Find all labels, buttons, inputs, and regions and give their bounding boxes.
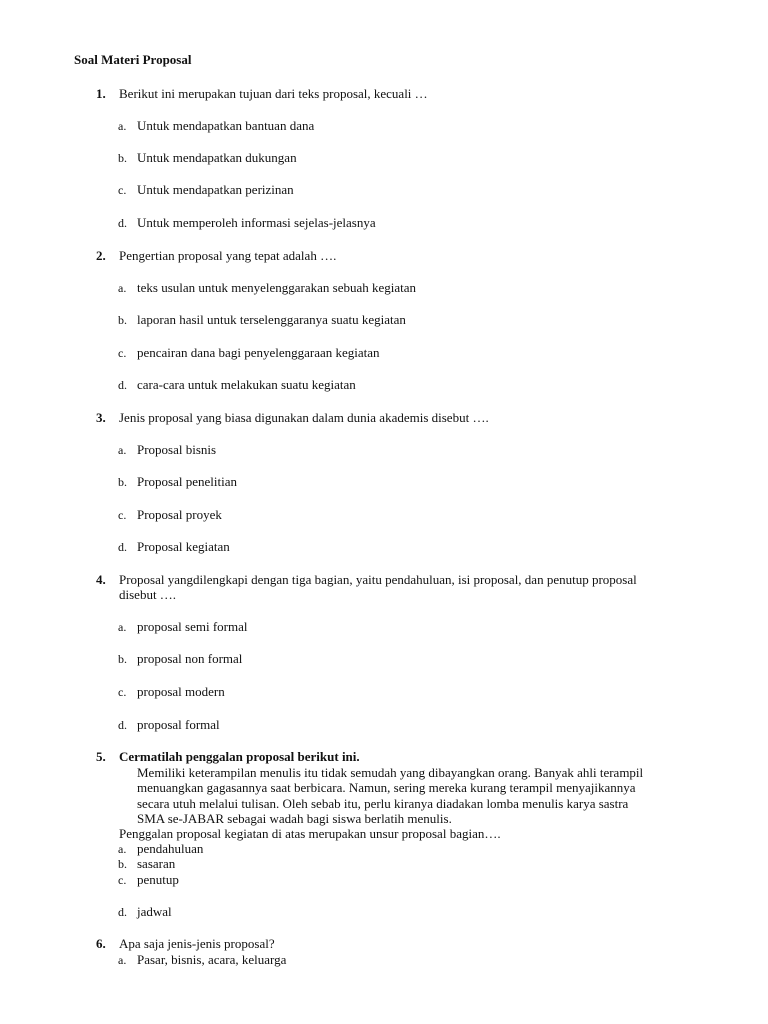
question-4-option-d-letter: d. xyxy=(118,718,127,732)
document-title: Soal Materi Proposal xyxy=(74,52,192,67)
question-4-option-a-letter: a. xyxy=(118,620,127,634)
question-5-passage: Memiliki keterampilan menulis itu tidak semudah yang dibayangkan orang. Banyak ahli terampil menuangkan gagasannya saat berbicara. Namun, sering mereka kurang terampil menyajikannya secara utuh melalui tulisan. Oleh sebab itu, perlu kiranya diadakan lomba menulis karya sastra SMA se-JABAR sebagai wadah bagi siswa berlatih menulis. xyxy=(137,765,644,827)
question-3-option-c-text: Proposal proyek xyxy=(137,507,222,522)
question-3-option-d-letter: d. xyxy=(118,540,127,554)
question-6-number: 6. xyxy=(96,936,106,951)
question-1-option-c-letter: c. xyxy=(118,183,127,197)
question-2-option-b-text: laporan hasil untuk terselenggaranya suatu kegiatan xyxy=(137,312,406,327)
question-5-option-c-text: penutup xyxy=(137,872,179,887)
question-2-text: Pengertian proposal yang tepat adalah …. xyxy=(119,248,337,263)
question-1-option-b-text: Untuk mendapatkan dukungan xyxy=(137,150,297,165)
question-4-option-d-text: proposal formal xyxy=(137,717,220,732)
question-5-option-d-text: jadwal xyxy=(137,904,172,919)
question-1-option-c-text: Untuk mendapatkan perizinan xyxy=(137,182,294,197)
question-4-option-a-text: proposal semi formal xyxy=(137,619,248,634)
question-5-option-d-letter: d. xyxy=(118,905,127,919)
question-3-text: Jenis proposal yang biasa digunakan dalam dunia akademis disebut …. xyxy=(119,410,489,425)
question-5-number: 5. xyxy=(96,749,106,764)
question-1-option-a-letter: a. xyxy=(118,119,127,133)
question-2-option-d-text: cara-cara untuk melakukan suatu kegiatan xyxy=(137,377,356,392)
question-3-option-d-text: Proposal kegiatan xyxy=(137,539,230,554)
question-3-number: 3. xyxy=(96,410,106,425)
question-6-option-a-letter: a. xyxy=(118,953,127,967)
question-4-option-c-letter: c. xyxy=(118,685,127,699)
question-4-text: Proposal yangdilengkapi dengan tiga bagian, yaitu pendahuluan, isi proposal, dan penutup proposal disebut …. xyxy=(119,572,637,602)
question-1-option-d-letter: d. xyxy=(118,216,127,230)
question-2-option-c-letter: c. xyxy=(118,346,127,360)
question-2-number: 2. xyxy=(96,248,106,263)
question-6-option-a-text: Pasar, bisnis, acara, keluarga xyxy=(137,952,287,967)
question-6-text: Apa saja jenis-jenis proposal? xyxy=(119,936,275,951)
question-1-option-b-letter: b. xyxy=(118,151,127,165)
question-3-option-c-letter: c. xyxy=(118,508,127,522)
question-5-option-a-text: pendahuluan xyxy=(137,841,204,856)
question-4-option-b-letter: b. xyxy=(118,652,127,666)
question-5-option-c-letter: c. xyxy=(118,873,127,887)
question-5-option-b-letter: b. xyxy=(118,857,127,871)
question-5-followup: Penggalan proposal kegiatan di atas merupakan unsur proposal bagian…. xyxy=(119,826,501,841)
question-2-option-d-letter: d. xyxy=(118,378,127,392)
question-4-option-c-text: proposal modern xyxy=(137,684,225,699)
question-5-text: Cermatilah penggalan proposal berikut ini. xyxy=(119,749,360,764)
question-5-option-b-text: sasaran xyxy=(137,856,176,871)
question-1-text: Berikut ini merupakan tujuan dari teks proposal, kecuali … xyxy=(119,86,428,101)
question-1-option-d-text: Untuk memperoleh informasi sejelas-jelasnya xyxy=(137,215,376,230)
question-2-option-a-text: teks usulan untuk menyelenggarakan sebuah kegiatan xyxy=(137,280,417,295)
question-2-option-a-letter: a. xyxy=(118,281,127,295)
question-2-option-c-text: pencairan dana bagi penyelenggaraan kegiatan xyxy=(137,345,380,360)
question-2-option-b-letter: b. xyxy=(118,313,127,327)
question-4-option-b-text: proposal non formal xyxy=(137,651,243,666)
question-3-option-a-letter: a. xyxy=(118,443,127,457)
question-5-option-a-letter: a. xyxy=(118,842,127,856)
question-3-option-b-letter: b. xyxy=(118,475,127,489)
question-3-option-a-text: Proposal bisnis xyxy=(137,442,217,457)
question-3-option-b-text: Proposal penelitian xyxy=(137,474,238,489)
question-1-number: 1. xyxy=(96,86,106,101)
question-1-option-a-text: Untuk mendapatkan bantuan dana xyxy=(137,118,315,133)
question-4-number: 4. xyxy=(96,572,106,587)
